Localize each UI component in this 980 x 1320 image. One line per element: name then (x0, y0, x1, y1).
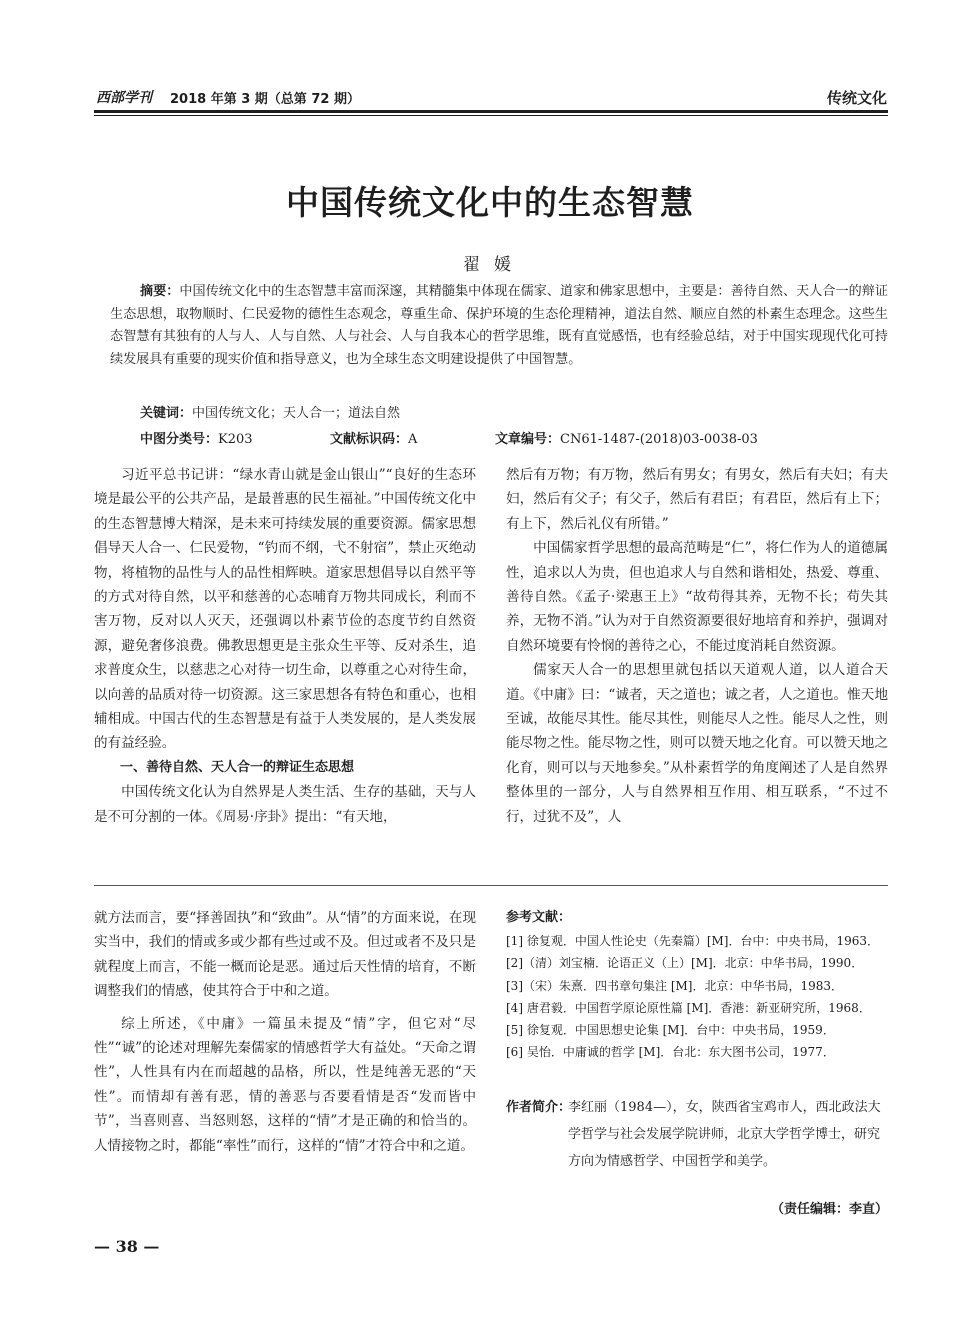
author-bio-text: 李红丽（1984—），女，陕西省宝鸡市人，西北政法大学哲学与社会发展学院讲师，北京大学哲学博士，研究方向为情感哲学、中国哲学和美学。 (568, 1100, 881, 1169)
body-paragraph: 就方法而言，要“择善固执”和“致曲”。从“情”的方面来说，在现实当中，我们的情或多或少都有些过或不及。但过或者不及只是就程度上而言，不能一概而论是恶。通过后天性情的培育，不断调整我们的情感，使其符合于中和之道。 (94, 910, 476, 1000)
references-title: 参考文献： (506, 910, 572, 925)
abstract-label: 摘要： (140, 284, 180, 299)
document-code (330, 428, 417, 447)
header-rule-thick (94, 110, 888, 113)
article-title: 中国传统文化中的生态智慧 (286, 183, 694, 222)
article-author: 翟媛 (463, 255, 525, 275)
body-column-lower-left (94, 906, 476, 1158)
clc-label: 中图分类号： (140, 432, 219, 447)
reference-item: [3]（宋）朱熹．四书章句集注 [M]．北京：中华书局，1983． (506, 978, 844, 993)
art-label: 文章编号： (495, 432, 561, 447)
keywords (140, 402, 400, 421)
abstract (110, 281, 888, 371)
section-heading: 一、善待自然、天人合一的辩证生态思想 (120, 759, 355, 775)
body-paragraph: 然后有万物；有万物，然后有男女；有男女，然后有夫妇；有夫妇，然后有父子；有父子，然后有君臣；有君臣，然后有上下；有上下，然后礼仪有所错。” (506, 467, 888, 532)
doc-value: A (408, 432, 418, 447)
references (506, 906, 891, 1064)
section-name: 传统文化 (826, 89, 887, 107)
clc-value: K203 (218, 432, 253, 447)
header-rule-thin (94, 115, 888, 116)
clc-number (140, 428, 253, 447)
reference-item: [4] 唐君毅．中国哲学原论原性篇 [M]．香港：新亚研究所，1968． (506, 1000, 871, 1015)
journal-name: 西部学刊 (96, 90, 152, 106)
body-column-left (94, 463, 476, 829)
article-number (495, 428, 758, 447)
author-bio-label: 作者简介： (506, 1100, 572, 1115)
issue-info: 2018 年第 3 期（总第 72 期） (170, 92, 360, 107)
body-paragraph: 中国传统文化认为自然界是人类生活、生存的基础，天与人是不可分割的一体。《周易·序卦》提出：“有天地， (94, 784, 476, 825)
keywords-label: 关键词： (140, 406, 193, 421)
body-paragraph: 习近平总书记讲：“绿水青山就是金山银山”“良好的生态环境是最公平的公共产品，是最普惠的民生福祉。”中国传统文化中的生态智慧博大精深，是未来可持续发展的重要资源。儒家思想倡导天人合一、仁民爱物，“钓而不纲，弋不射宿”，禁止灭绝动物，将植物的品性与人的品性相辉映。道家思想倡导以自然平等的方式对待自然，以平和慈善的心态哺育万物共同成长，利而不害万物，反对以人灭天，还强调以朴素节俭的态度节约自然资源，避免奢侈浪费。佛教思想更是主张众生平等、反对杀生，追求普度众生，以慈悲之心对待一切生命，以尊重之心对待生命，以向善的品质对待一切资源。这三家思想各有特色和重心，也相辅相成。中国古代的生态智慧是有益于人类发展的，是人类发展的有益经验。 (94, 467, 476, 752)
art-value: CN61-1487-(2018)03-0038-03 (560, 432, 758, 447)
body-column-right (506, 463, 888, 829)
body-paragraph: 中国儒家哲学思想的最高范畴是“仁”，将仁作为人的道德属性，追求以人为贵，但也追求人与自然和谐相处，热爱、尊重、善待自然。《孟子·梁惠王上》“故苟得其养，无物不长；苟失其养，无物不消。”认为对于自然资源要很好地培育和养护，强调对自然环境要有怜悯的善待之心，不能过度消耗自然资源。 (506, 540, 888, 654)
author-bio (506, 1094, 891, 1175)
doc-label: 文献标识码： (330, 432, 409, 447)
responsible-editor: （责任编辑：李直） (770, 1202, 888, 1217)
reference-item: [2]（清）刘宝楠．论语正义（上）[M]．北京：中华书局，1990． (506, 956, 864, 971)
keywords-text: 中国传统文化；天人合一；道法自然 (192, 406, 401, 421)
reference-item: [1] 徐复观．中国人性论史（先秦篇）[M]．台中：中央书局，1963． (506, 934, 880, 948)
abstract-text: 中国传统文化中的生态智慧丰富而深邃，其精髓集中体现在儒家、道家和佛家思想中，主要是：善待自然、天人合一的辩证生态思想，取物顺时、仁民爱物的德性生态观念，尊重生命、保护环境的生态伦理精神，道法自然、顺应自然的朴素生态理念。这些生态智慧有其独有的人与人、人与自然、人与社会、人与自我本心的哲学思维，既有直觉感悟，也有经验总结，对于中国实现现代化可持续发展具有重要的现实价值和指导意义，也为全球生态文明建设提供了中国智慧。 (110, 284, 889, 367)
reference-item: [6] 吴怡．中庸诚的哲学 [M]．台北：东大图书公司，1977． (506, 1045, 835, 1060)
page-number: — 38 — (94, 1237, 160, 1256)
body-paragraph: 儒家天人合一的思想里就包括以天道观人道，以人道合天道。《中庸》曰：“诚者，天之道也；诚之者，人之道也。惟天地至诚，故能尽其性。能尽其性，则能尽人之性。能尽人之性，则能尽物之性。能尽物之性，则可以赞天地之化育。可以赞天地之化育，则可以与天地参矣。”从朴素哲学的角度阐述了人是自然界整体里的一部分，人与自然界相互作用、相互联系，“不过不行，过犹不及”，人 (506, 662, 888, 825)
article-split-rule (94, 885, 888, 886)
body-paragraph: 综上所述，《中庸》一篇虽未提及“情”字，但它对“尽性”“诚”的论述对理解先秦儒家的情感哲学大有益处。“天命之谓性”，人性具有内在而超越的品格，所以，性是纯善无恶的“天性”。而情却有善有恶，情的善恶与否要看情是否“发而皆中节”，当喜则喜、当怒则怒，这样的“情”才是正确的和恰当的。人情接物之时，都能“率性”而行，这样的“情”才符合中和之道。 (94, 1015, 476, 1154)
reference-item: [5] 徐复观．中国思想史论集 [M]．台中：中央书局，1959． (506, 1023, 835, 1038)
